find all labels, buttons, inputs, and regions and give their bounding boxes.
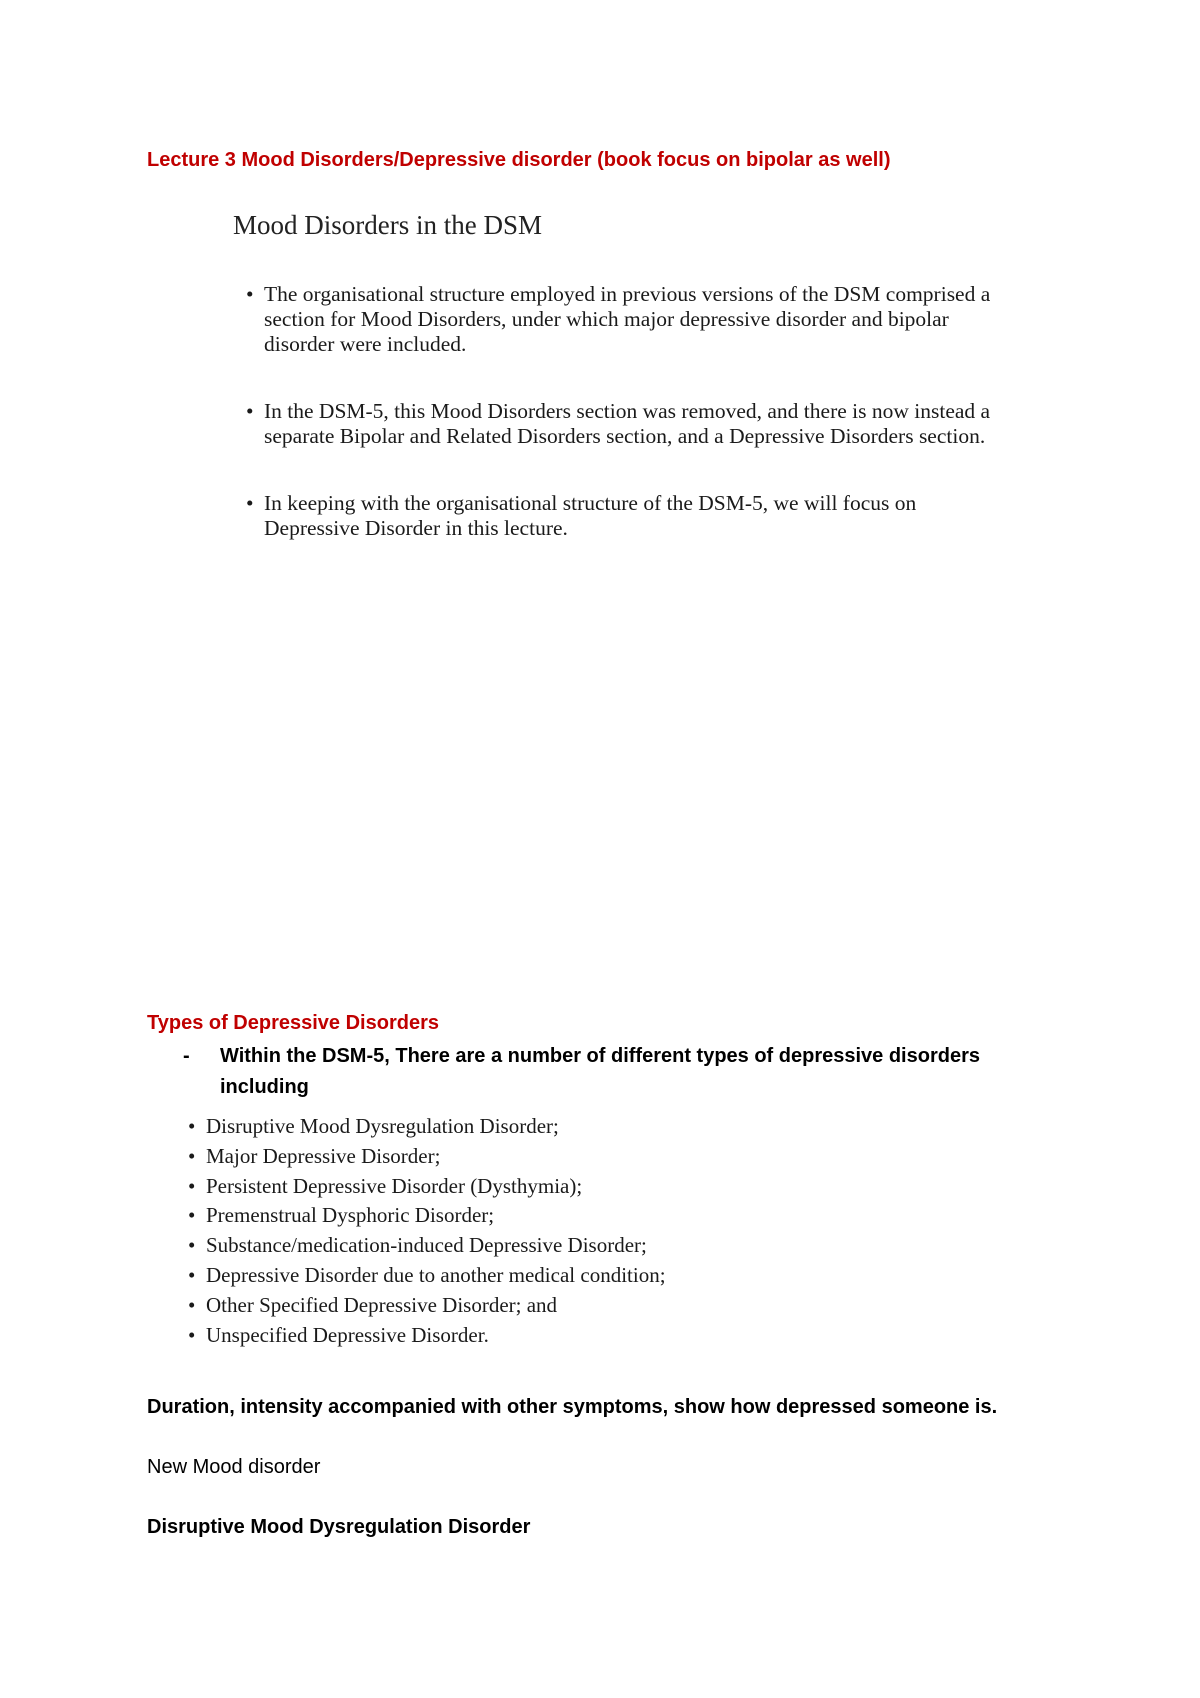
list-item: • Major Depressive Disorder;: [188, 1142, 666, 1172]
list-item: • Substance/medication-induced Depressive Disorder;: [188, 1231, 666, 1261]
slide-bullet: • In keeping with the organisational structure of the DSM-5, we will focus on Depressive Disorder in this lecture.: [246, 491, 1006, 541]
lecture-title: Lecture 3 Mood Disorders/Depressive disorder (book focus on bipolar as well): [147, 149, 891, 171]
duration-paragraph: Duration, intensity accompanied with other symptoms, show how depressed someone is.: [147, 1396, 998, 1418]
list-item: • Unspecified Depressive Disorder.: [188, 1321, 666, 1351]
list-item: • Other Specified Depressive Disorder; and: [188, 1291, 666, 1321]
list-item: • Premenstrual Dysphoric Disorder;: [188, 1201, 666, 1231]
depressive-disorder-types-list: [188, 1112, 666, 1350]
dash-marker: -: [183, 1045, 190, 1067]
list-item: • Depressive Disorder due to another medical condition;: [188, 1261, 666, 1291]
list-item: • Persistent Depressive Disorder (Dysthymia);: [188, 1172, 666, 1202]
slide-bullet-list: [246, 282, 1006, 583]
list-item: • Disruptive Mood Dysregulation Disorder;: [188, 1112, 666, 1142]
types-heading: Types of Depressive Disorders: [147, 1012, 439, 1034]
slide-bullet: • In the DSM-5, this Mood Disorders section was removed, and there is now instead a separate Bipolar and Related Disorders section, and a Depressive Disorders section.: [246, 399, 1006, 449]
dash-list-item: [183, 1041, 1043, 1103]
dash-item-text: Within the DSM-5, There are a number of different types of depressive disorders including: [220, 1045, 980, 1098]
slide-title: Mood Disorders in the DSM: [233, 210, 542, 240]
dmdd-heading: Disruptive Mood Dysregulation Disorder: [147, 1516, 531, 1538]
new-mood-paragraph: New Mood disorder: [147, 1456, 321, 1478]
slide-bullet: • The organisational structure employed in previous versions of the DSM comprised a section for Mood Disorders, under which major depressive disorder and bipolar disorder were included.: [246, 282, 1006, 357]
